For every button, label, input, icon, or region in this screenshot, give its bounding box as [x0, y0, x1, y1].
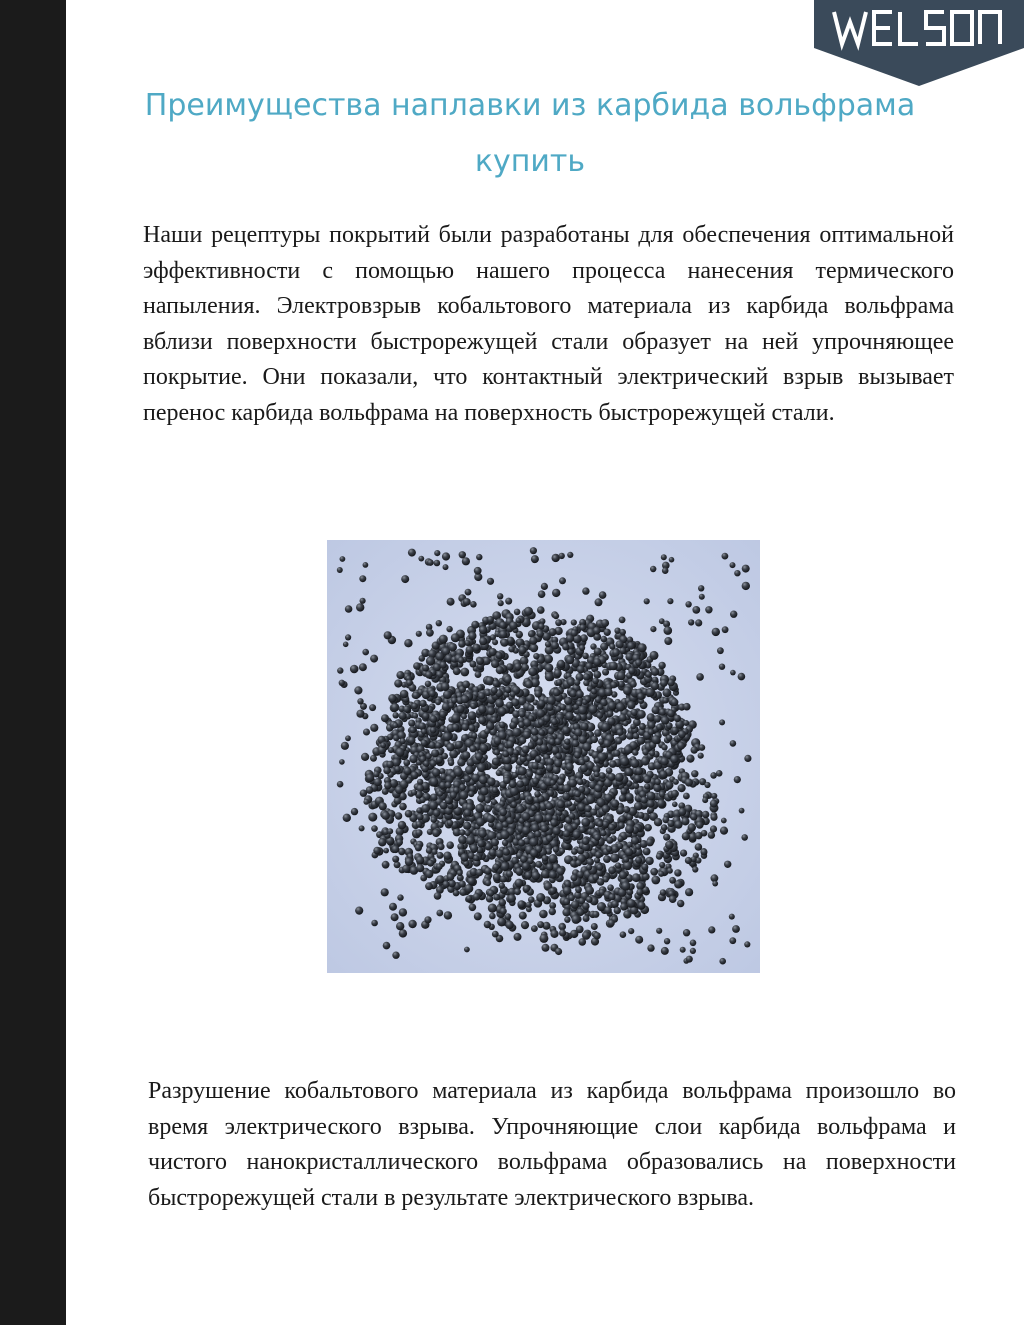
second-paragraph: Разрушение кобальтового материала из карбида вольфрама произошло во время электрического взрыва. Упрочняющие слои карбида вольфрама и чистого нанокристаллического вольфрама образовались на поверхности быстрорежущей стали в результате электрического взрыва. — [148, 1078, 956, 1211]
left-sidebar-bar — [0, 0, 66, 1325]
intro-paragraph: Наши рецептуры покрытий были разработаны для обеспечения оптимальной эффективности с помощью нашего процесса нанесения термического напыления. Электровзрыв кобальтового материала из карбида вольфрама вблизи поверхности быстрорежущей стали образует на ней упрочняющее покрытие. Они показали, что контактный электрический взрыв вызывает перенос карбида вольфрама на поверхность быстрорежущей стали. — [143, 222, 954, 426]
page-title: Преимущества наплавки из карбида вольфрама купить — [144, 88, 916, 179]
welson-logo — [814, 0, 1024, 86]
tungsten-carbide-pellets-photo — [327, 540, 760, 973]
